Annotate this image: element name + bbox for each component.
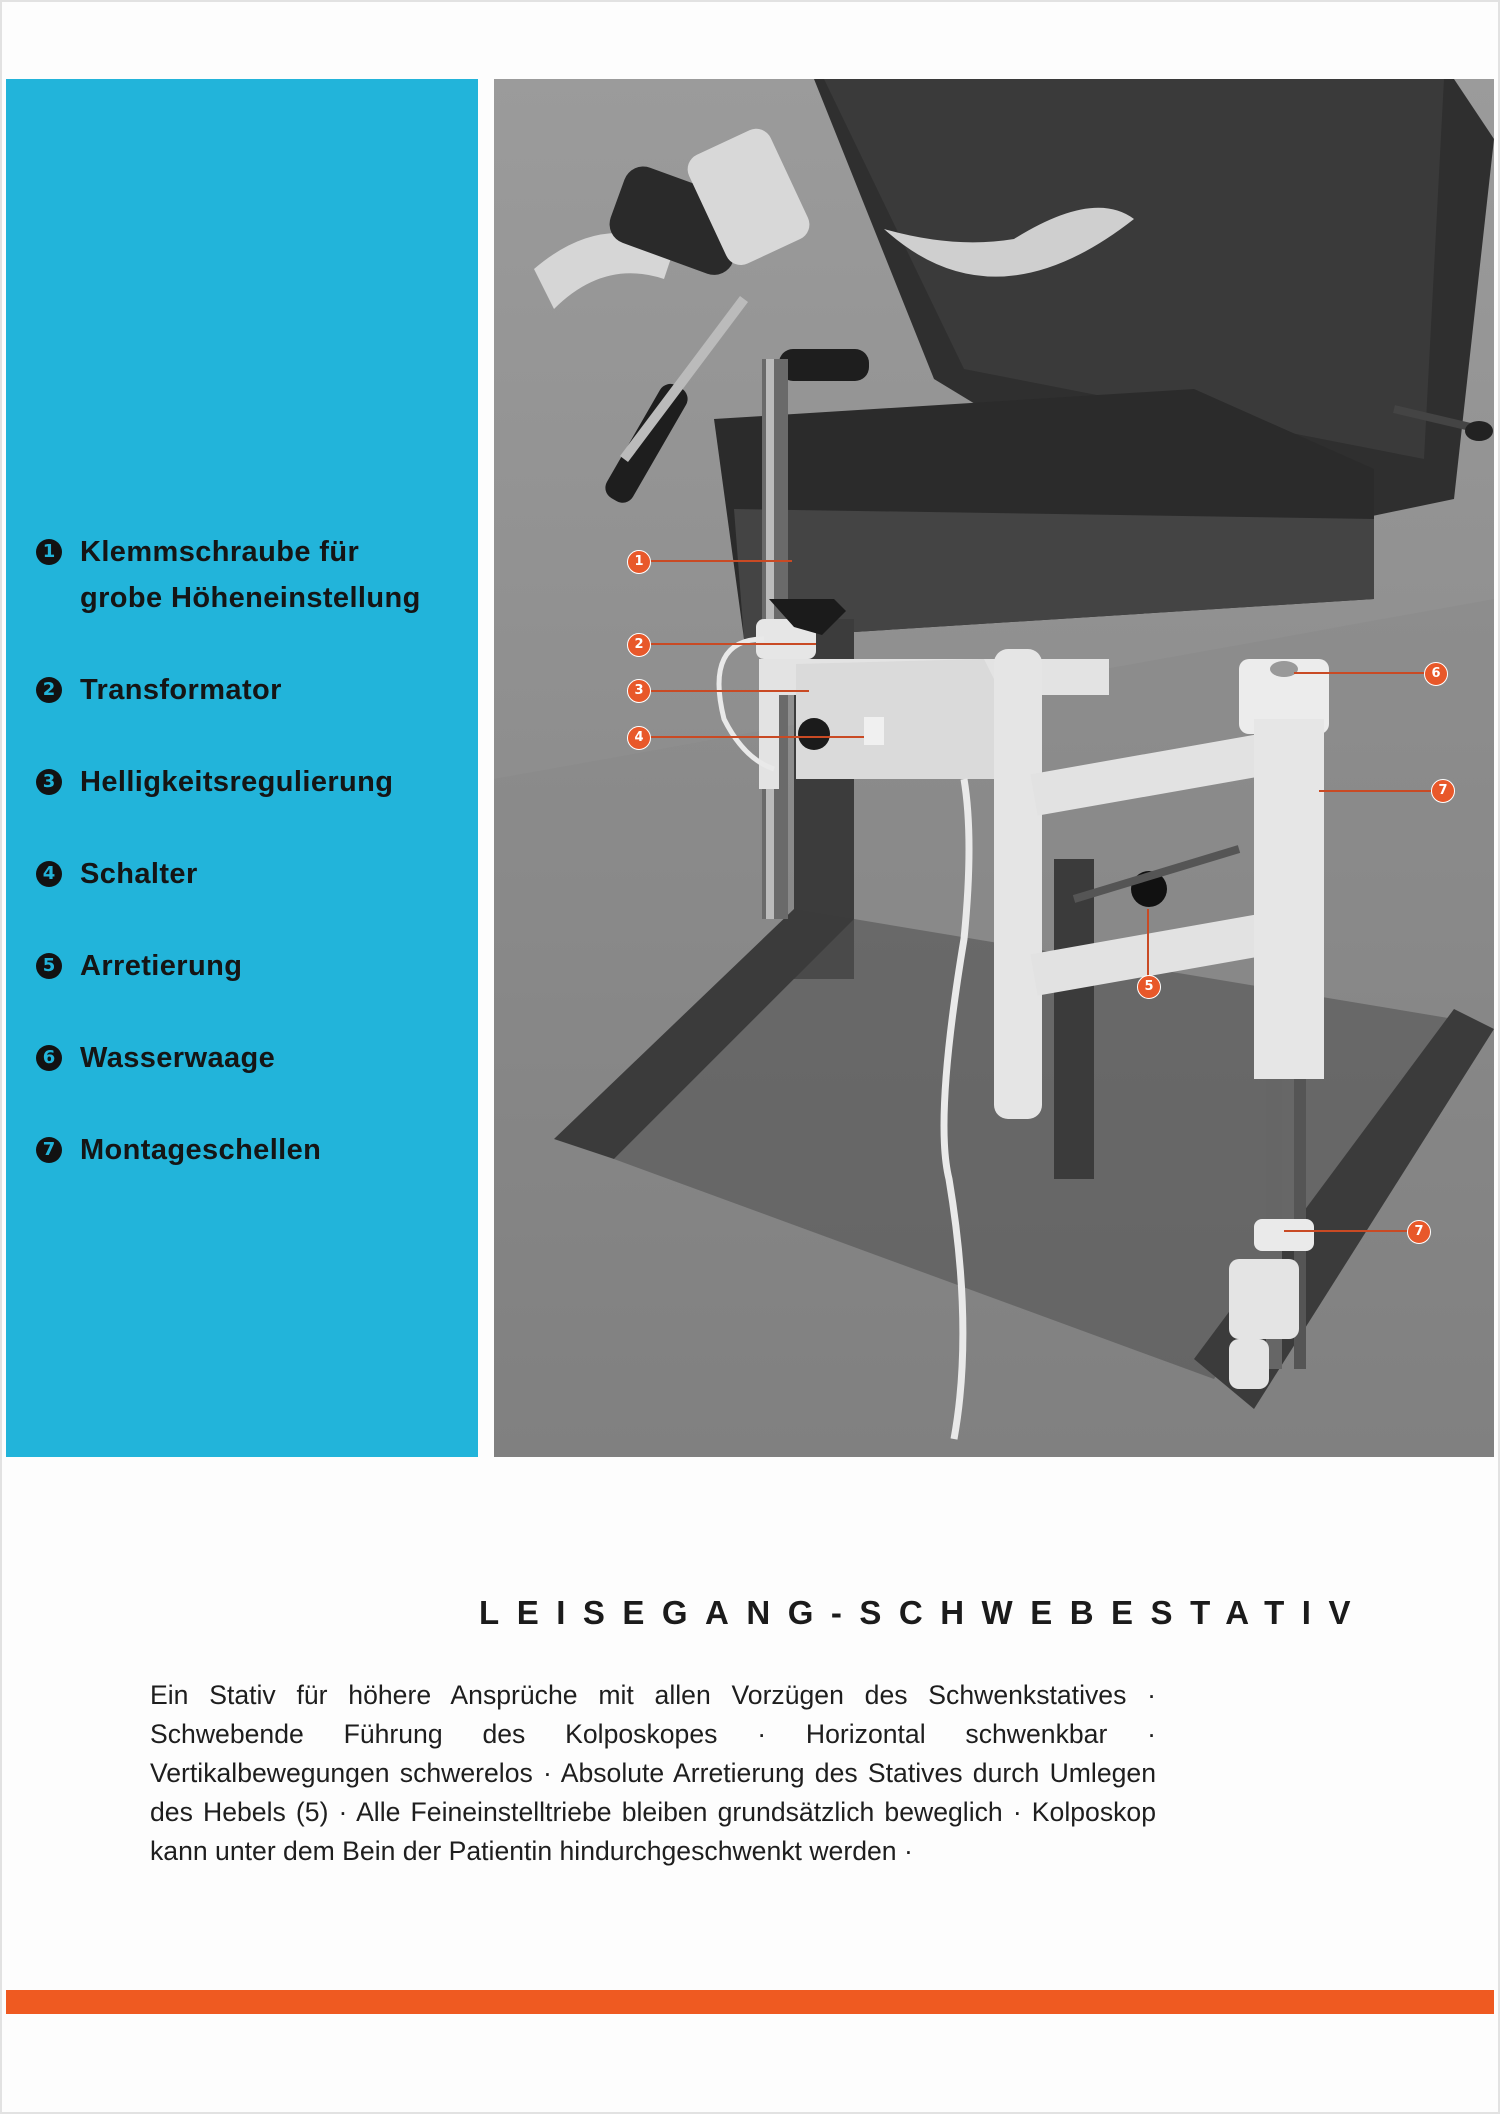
- footer-accent-bar: [6, 1990, 1494, 2014]
- legend-item-5: [36, 949, 242, 989]
- document-body-text: Ein Stativ für höhere Ansprüche mit allen Vorzügen des Schwenkstatives · Schwebende Führung des Kolposkopes · Horizontal schwenkbar · Vertikalbewegungen schwerelos · Absolute Arretierung des Statives durch Umlegen des Hebels (5) · Alle Feineinstelltriebe bleiben grundsätzlich beweglich · Kolposkop kann unter dem Bein der Patientin hindurchgeschwenkt werden ·: [150, 1680, 1156, 1866]
- legend-panel: [6, 79, 478, 1457]
- legend-number-badge: 2: [36, 677, 62, 703]
- legend-label: Helligkeitsregulierung: [80, 766, 394, 798]
- callout-badge: 3: [627, 679, 651, 703]
- legend-item-4: [36, 857, 198, 897]
- legend-item-3: [36, 765, 393, 805]
- legend-label: Arretierung: [80, 950, 243, 982]
- product-photo: [494, 79, 1494, 1457]
- legend-item-2: [36, 673, 282, 713]
- legend-number-badge: 1: [36, 539, 62, 565]
- legend-label: Montageschellen: [80, 1134, 322, 1166]
- legend-label: Wasserwaage: [80, 1042, 276, 1074]
- document-title: LEISEGANG-SCHWEBESTATIV: [479, 1594, 1368, 1631]
- callout-badge: 5: [1137, 975, 1161, 999]
- legend-number-badge: 7: [36, 1137, 62, 1163]
- legend-number-badge: 5: [36, 953, 62, 979]
- callout-badge: 1: [627, 550, 651, 574]
- callout-badge: 6: [1424, 662, 1448, 686]
- legend-number-badge: 3: [36, 769, 62, 795]
- legend-item-7: [36, 1133, 321, 1173]
- legend-number-badge: 6: [36, 1045, 62, 1071]
- legend-label: Klemmschraube für grobe Höheneinstellung: [80, 536, 421, 614]
- callout-badge: 4: [627, 726, 651, 750]
- stand-illustration: [494, 79, 1494, 1457]
- legend-label: Transformator: [80, 674, 282, 706]
- legend-item-1: [36, 535, 421, 621]
- legend-number-badge: 4: [36, 861, 62, 887]
- legend-label: Schalter: [80, 858, 198, 890]
- callout-badge: 2: [627, 633, 651, 657]
- callout-badge: 7: [1431, 779, 1455, 803]
- legend-item-6: [36, 1041, 275, 1081]
- callout-badge: 7: [1407, 1220, 1431, 1244]
